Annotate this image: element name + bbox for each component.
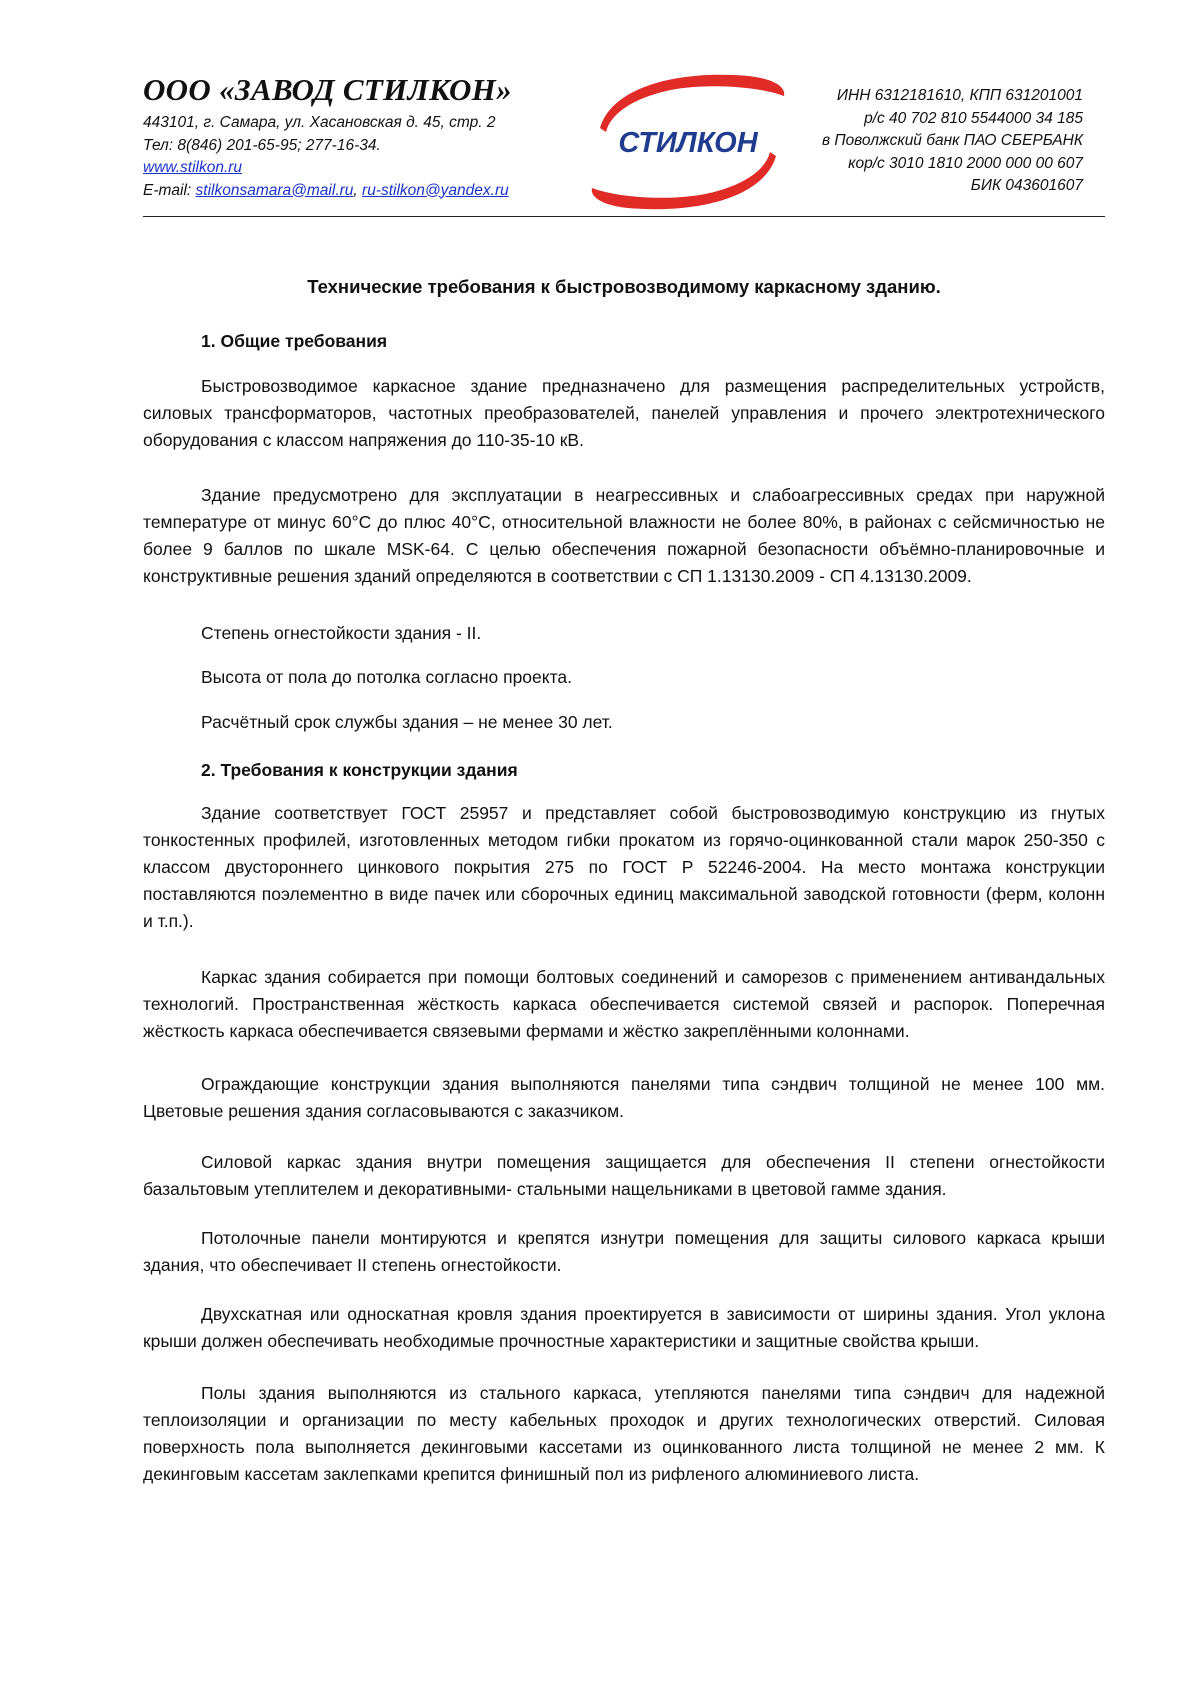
section-2-paragraph-1: Здание соответствует ГОСТ 25957 и представляет собой быстровозводимую конструкцию из гнутых тонкостенных профилей, изготовленных методом гибки прокатом из горячо-оцинкованной стали марок 250-350 с классом двустороннего цинкового покрытия 275 по ГОСТ Р 52246-2004. На место монтажа конструкции поставляются поэлементно в виде пачек или сборочных единиц максимальной заводской готовности (ферм, колонн и т.п.). bbox=[143, 803, 1105, 931]
logo-text: СТИЛКОН bbox=[618, 127, 758, 159]
bank-details bbox=[822, 85, 1083, 198]
section-2-paragraph-4: Силовой каркас здания внутри помещения защищается для обеспечения II степени огнестойкости базальтовым утеплителем и декоративными- стальными нащельниками в цветовой гамме здания. bbox=[143, 1152, 1105, 1199]
email-link-1[interactable]: stilkonsamara@mail.ru bbox=[195, 181, 354, 199]
section-2-paragraph-5: Потолочные панели монтируются и крепятся изнутри помещения для защиты силового каркаса крыши здания, что обеспечивает II степень огнестойкости. bbox=[143, 1228, 1105, 1275]
company-name: ООО «ЗАВОД СТИЛКОН» bbox=[143, 72, 512, 107]
section-2-paragraph-7: Полы здания выполняются из стального каркаса, утепляются панелями типа сэндвич для надежной теплоизоляции и организации по месту кабельных проходок и других технологических отверстий. Силовая поверхность пола выполняется декинговыми кассетами из оцинкованного листа толщиной не менее 2 мм. К декинговым кассетам заклепками крепится финишный пол из рифленого алюминиевого листа. bbox=[143, 1383, 1105, 1484]
letterhead bbox=[143, 72, 1083, 232]
email-label: E-mail: bbox=[143, 181, 196, 199]
email-line bbox=[143, 180, 509, 203]
section-1-paragraph-5: Расчётный срок службы здания – не менее 30 лет. bbox=[201, 712, 613, 732]
bank-name: в Поволжский банк ПАО СБЕРБАНК bbox=[821, 132, 1083, 149]
header-divider bbox=[143, 216, 1105, 217]
logo-swoosh-bottom bbox=[592, 152, 776, 209]
section-1-paragraph-1: Быстровозводимое каркасное здание предназначено для размещения распределительных устройств, силовых трансформаторов, частотных преобразователей, панелей управления и прочего электротехнического оборудования с классом напряжения до 110-35-10 кВ. bbox=[143, 376, 1105, 450]
logo-swoosh-top bbox=[600, 75, 784, 132]
section-2-heading: 2. Требования к конструкции здания bbox=[201, 760, 518, 780]
company-address: 443101, г. Самара, ул. Хасановская д. 45, стр. 2 bbox=[143, 114, 496, 131]
section-1-paragraph-2: Здание предусмотрено для эксплуатации в неагрессивных и слабоагрессивных средах при наружной температуре от минус 60°C до плюс 40°C, относительной влажности не более 80%, в районах с сейсмичностью не более 9 баллов по шкале MSK-64. С целью обеспечения пожарной безопасности объёмно-планировочные и конструктивные решения зданий определяются в соответствии с СП 1.13130.2009 - СП 4.13130.2009. bbox=[143, 485, 1105, 586]
section-1-heading: 1. Общие требования bbox=[201, 331, 388, 351]
document-title: Технические требования к быстровозводимому каркасному зданию. bbox=[307, 276, 941, 297]
section-1-paragraph-4: Высота от пола до потолка согласно проекта. bbox=[201, 667, 573, 687]
company-phone: Тел: 8(846) 201-65-95; 277-16-34. bbox=[143, 136, 381, 154]
website-link[interactable]: www.stilkon.ru bbox=[143, 159, 243, 176]
email-separator: , bbox=[353, 181, 363, 199]
section-2-paragraph-3: Ограждающие конструкции здания выполняются панелями типа сэндвич толщиной не менее 100 мм. Цветовые решения здания согласовываются с заказчиком. bbox=[143, 1074, 1105, 1121]
stilkon-logo bbox=[588, 72, 788, 217]
contact-block bbox=[143, 112, 509, 202]
section-2-paragraph-2: Каркас здания собирается при помощи болтовых соединений и саморезов с применением антивандальных технологий. Пространственная жёсткость каркаса обеспечивается системой связей и распорок. Поперечная жёсткость каркаса обеспечивается связевыми фермами и жёстко закреплёнными колоннами. bbox=[143, 967, 1105, 1041]
correspondent-account: кор/с 3010 1810 2000 000 00 607 bbox=[848, 154, 1083, 172]
bank-account: р/с 40 702 810 5544000 34 185 bbox=[864, 109, 1083, 127]
section-1-paragraph-3: Степень огнестойкости здания - II. bbox=[201, 623, 482, 643]
inn-kpp: ИНН 6312181610, КПП 631201001 bbox=[836, 87, 1083, 104]
bik: БИК 043601607 bbox=[970, 177, 1083, 194]
section-2-paragraph-6: Двухскатная или односкатная кровля здания проектируется в зависимости от ширины здания. Угол уклона крыши должен обеспечивать необходимые прочностные характеристики и защитные свойства крыши. bbox=[143, 1304, 1105, 1351]
email-link-2[interactable]: ru-stilkon@yandex.ru bbox=[362, 181, 509, 199]
